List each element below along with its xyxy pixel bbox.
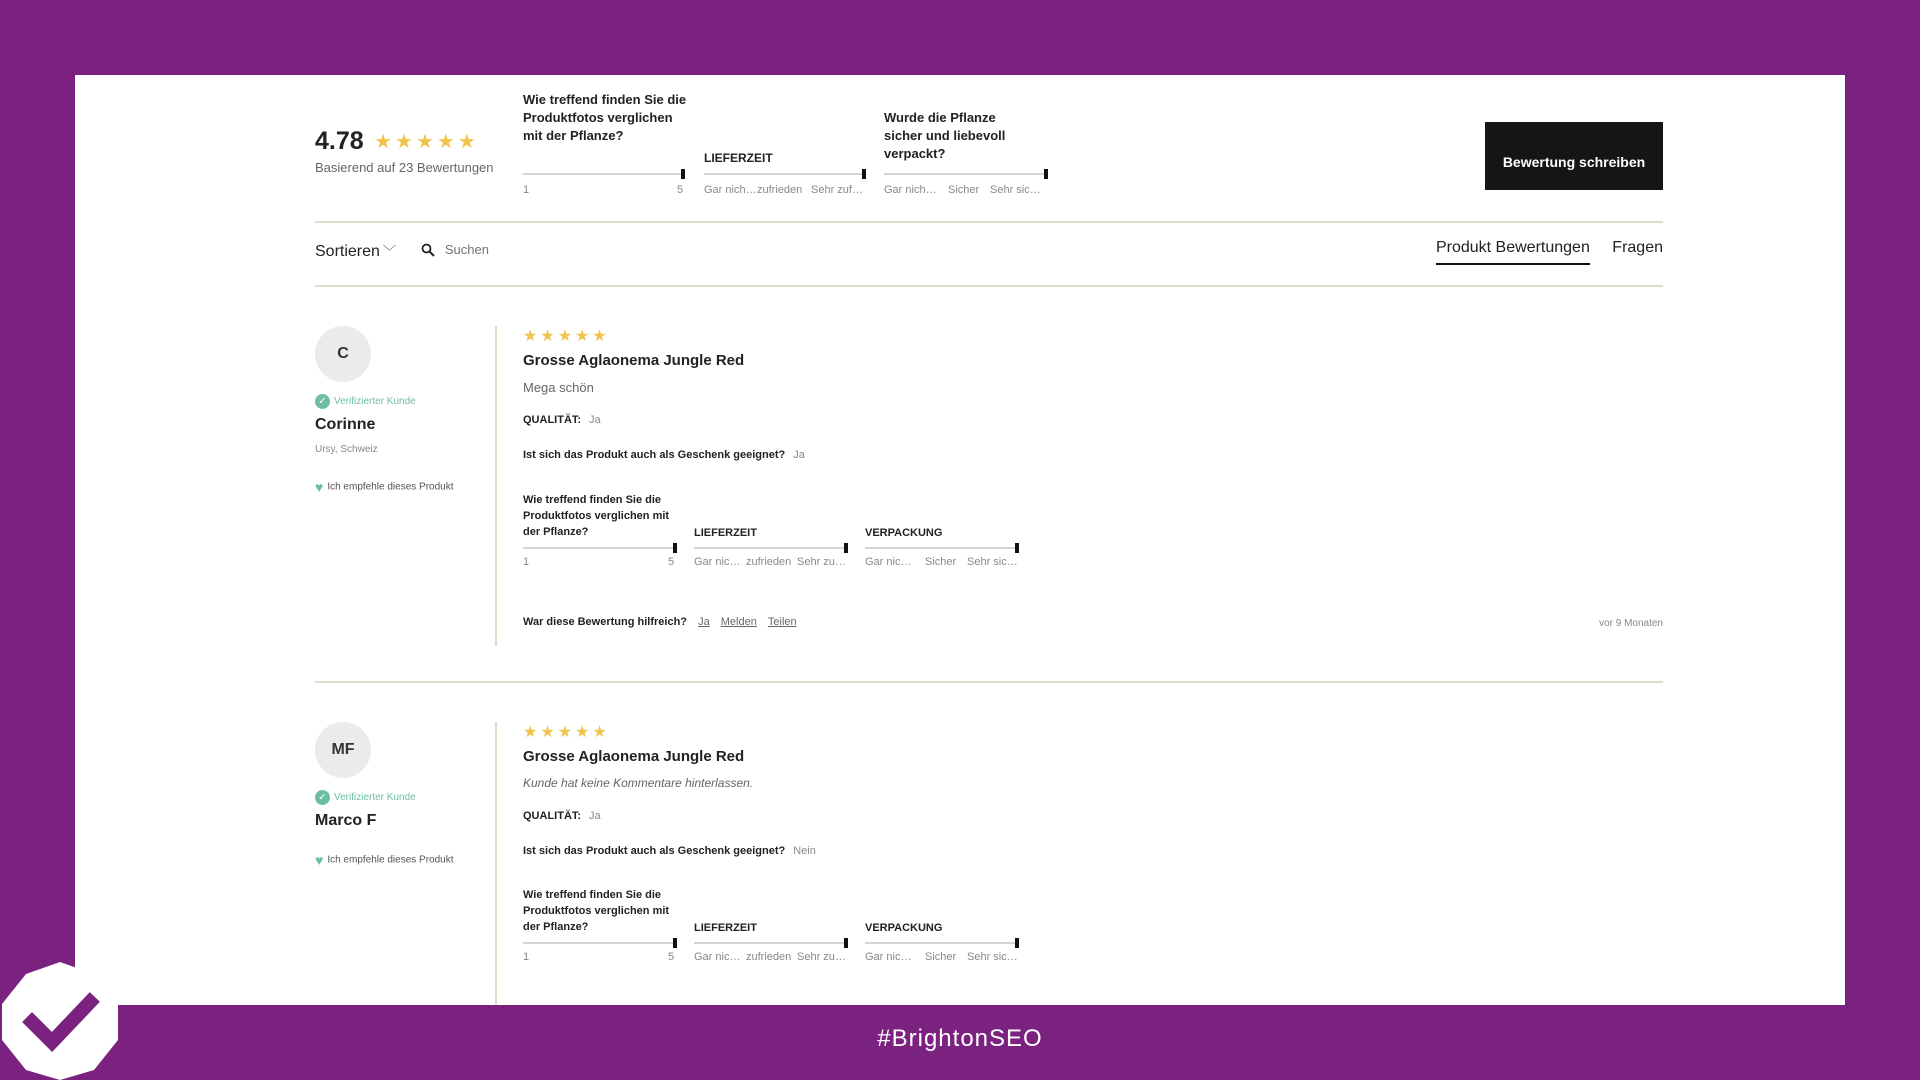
tab-questions[interactable]: Fragen [1612,239,1663,256]
divider-vertical [495,722,497,1005]
packaging-tick-low: Gar nic… [865,556,912,568]
photo-accuracy-min: 1 [523,184,530,196]
gift-value: Ja [793,449,805,461]
search-box [421,241,605,257]
packaging-tick-mid: Sicher [925,951,957,963]
rating-stars-icon: ★★★★★ [374,131,479,153]
overall-rating [315,127,494,175]
sort-label: Sortieren [315,243,380,260]
packaging-tick-high: Sehr sic… [967,951,1018,963]
delivery-tick-high: Sehr zu… [797,556,846,568]
packaging-question: VERPACKUNG [865,527,943,539]
average-score: 4.78 [315,127,364,155]
packaging-tick-high: Sehr sic… [967,556,1018,568]
recommend-label: Ich empfehle dieses Produkt [327,854,454,866]
packaging-question: VERPACKUNG [865,922,943,934]
reviewer-name: Corinne [315,416,376,433]
verified-badge [315,394,416,409]
delivery-tick-mid: zufrieden [746,951,792,963]
review-text: Mega schön [523,380,594,395]
quality-value: Ja [589,810,601,822]
rating-summary [315,89,1663,199]
delivery-time-bar [704,173,864,175]
packaging-bar [884,173,1046,175]
review-date: vor 9 Monaten [1599,618,1663,629]
review-count: Basierend auf 23 Bewertungen [315,160,494,175]
review-text: Kunde hat keine Kommentare hinterlassen. [523,776,754,790]
divider [315,285,1663,287]
avatar: C [315,326,371,382]
quality-label: QUALITÄT: [523,414,582,426]
delivery-tick-mid: zufrieden [757,184,803,196]
divider [315,221,1663,223]
heart-icon: ♥ [315,479,324,495]
gift-label: Ist sich das Produkt auch als Geschenk geeignet? [523,845,786,857]
packaging-tick-mid: Sicher [925,556,957,568]
verified-badge [315,790,416,805]
packaging-question: Wurde die Pflanze sicher und liebevoll verpackt? [884,110,1006,161]
packaging-tick-mid: Sicher [948,184,980,196]
helpful-yes-link[interactable]: Ja [698,616,710,628]
photo-accuracy-bar [523,942,675,944]
packaging-bar [865,942,1017,944]
helpful-label: War diese Bewertung hilfreich? [523,616,688,628]
review-panel [75,75,1845,1005]
delivery-tick-high: Sehr zuf… [811,184,863,196]
recommend-label: Ich empfehle dieses Produkt [327,481,454,493]
photo-accuracy-min: 1 [523,556,530,568]
packaging-bar [865,547,1017,549]
delivery-tick-low: Gar nic… [694,556,741,568]
delivery-time-question: LIEFERZEIT [704,151,773,165]
tab-bar [1418,239,1663,265]
delivery-time-question: LIEFERZEIT [694,922,757,934]
quality-label: QUALITÄT: [523,810,582,822]
gift-answer [523,449,805,461]
heart-icon: ♥ [315,852,324,868]
delivery-time-bar [694,942,846,944]
gift-label: Ist sich das Produkt auch als Geschenk geeignet? [523,449,786,461]
delivery-time-bar [694,547,846,549]
quality-value: Ja [589,414,601,426]
packaging-tick-low: Gar nich… [884,184,937,196]
review-body [523,326,1663,646]
checkmark-badge-icon [0,960,120,1080]
packaging-tick-low: Gar nic… [865,951,912,963]
delivery-tick-mid: zufrieden [746,556,792,568]
write-review-button[interactable]: Bewertung schreiben [1485,122,1663,190]
event-hashtag: #BrightonSEO [877,1025,1043,1052]
recommend-badge [315,852,454,868]
search-input[interactable] [445,242,605,257]
review-stars-icon: ★★★★★ [523,328,610,345]
reviewer-name: Marco F [315,812,377,829]
delivery-tick-low: Gar nich… [704,184,757,196]
quality-answer [523,414,601,426]
review-stars-icon: ★★★★★ [523,724,610,741]
sort-dropdown[interactable] [315,241,396,261]
verified-label: Verifizierter Kunde [334,792,416,804]
helpful-row [523,616,797,628]
gift-answer [523,845,816,857]
divider [315,681,1663,683]
delivery-time-question: LIEFERZEIT [694,527,757,539]
search-icon [421,243,435,257]
review-product-title: Grosse Aglaonema Jungle Red [523,352,745,369]
gift-value: Nein [793,845,816,857]
share-link[interactable]: Teilen [767,616,797,628]
photo-accuracy-bar [523,547,675,549]
avatar: MF [315,722,371,778]
divider-vertical [495,326,497,646]
recommend-badge [315,479,454,495]
packaging-tick-high: Sehr sic… [990,184,1041,196]
report-link[interactable]: Melden [720,616,757,628]
check-badge-icon: ✓ [315,790,330,805]
photo-accuracy-question: Wie treffend finden Sie die Produktfotos verglichen mit der Pflanze? [523,92,687,143]
quality-answer [523,810,601,822]
photo-accuracy-bar [523,173,683,175]
photo-accuracy-max: 5 [668,556,675,568]
reviewer-location: Ursy, Schweiz [315,444,378,455]
review-product-title: Grosse Aglaonema Jungle Red [523,748,745,765]
delivery-tick-high: Sehr zu… [797,951,846,963]
photo-accuracy-max: 5 [677,184,684,196]
photo-accuracy-min: 1 [523,951,530,963]
check-badge-icon: ✓ [315,394,330,409]
chevron-down-icon: ﹀ [382,244,396,259]
review-body [523,722,1663,1005]
tab-product-reviews[interactable]: Produkt Bewertungen [1436,239,1590,265]
delivery-tick-low: Gar nic… [694,951,741,963]
review-item [315,722,1663,1005]
photo-accuracy-max: 5 [668,951,675,963]
photo-accuracy-question: Wie treffend finden Sie die Produktfotos verglichen mit der Pflanze? [523,494,670,538]
photo-accuracy-question: Wie treffend finden Sie die Produktfotos verglichen mit der Pflanze? [523,889,670,933]
review-item [315,326,1663,656]
review-toolbar [315,239,1663,269]
verified-label: Verifizierter Kunde [334,396,416,408]
